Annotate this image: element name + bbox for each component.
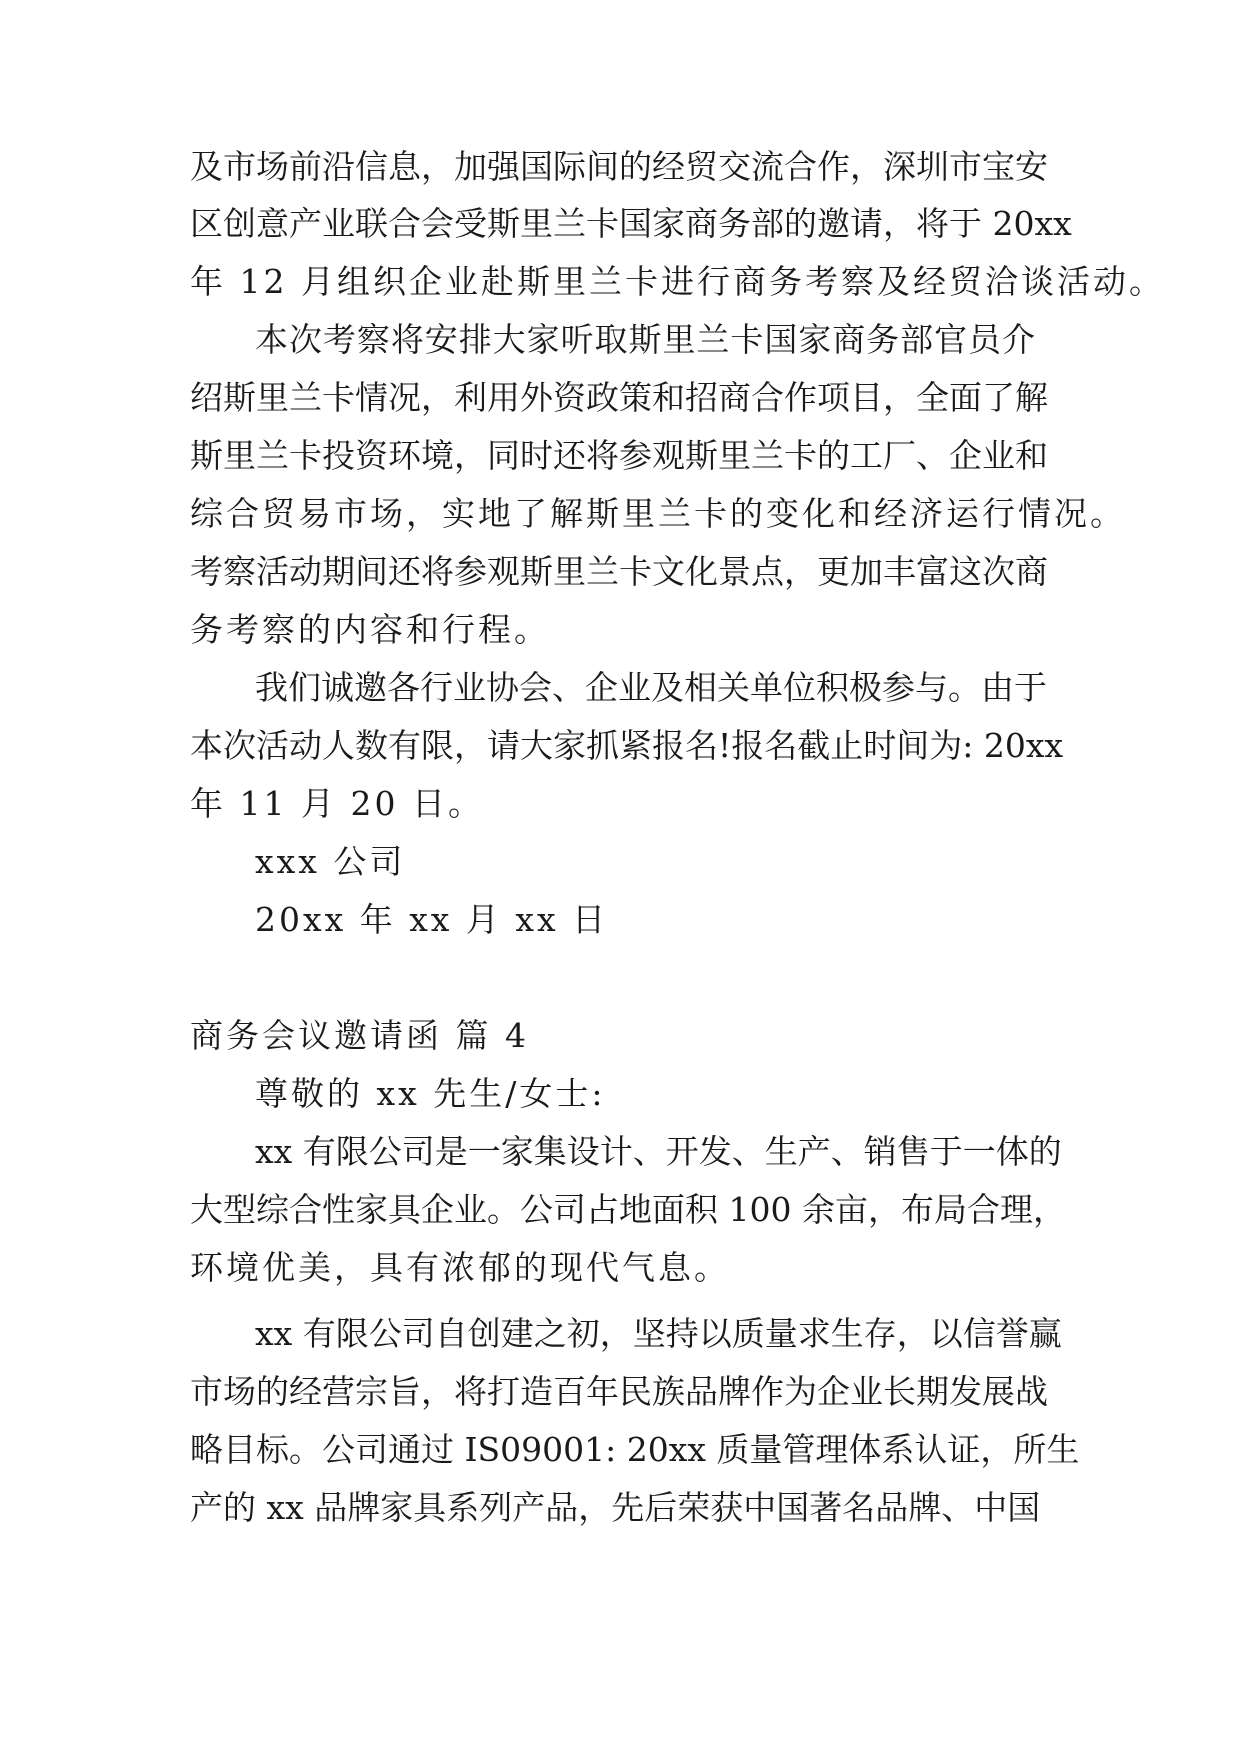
paragraph-line: 市场的经营宗旨，将打造百年民族品牌作为企业长期发展战 <box>190 1372 1048 1411</box>
salutation: 尊敬的 xx 先生/女士: <box>255 1074 606 1113</box>
paragraph-line: 考察活动期间还将参观斯里兰卡文化景点，更加丰富这次商 <box>190 552 1048 591</box>
paragraph-line: xx 有限公司是一家集设计、开发、生产、销售于一体的 <box>255 1132 1062 1171</box>
paragraph-line: 及市场前沿信息，加强国际间的经贸交流合作，深圳市宝安 <box>190 147 1048 186</box>
paragraph-line: xx 有限公司自创建之初，坚持以质量求生存，以信誉赢 <box>255 1314 1062 1353</box>
paragraph-line: 综合贸易市场，实地了解斯里兰卡的变化和经济运行情况。 <box>190 494 1126 533</box>
paragraph-line: 环境优美，具有浓郁的现代气息。 <box>190 1248 730 1287</box>
paragraph-line: 年 11 月 20 日。 <box>190 784 484 823</box>
paragraph-line: 区创意产业联合会受斯里兰卡国家商务部的邀请，将于 20xx <box>190 204 1072 243</box>
paragraph-line: 斯里兰卡投资环境，同时还将参观斯里兰卡的工厂、企业和 <box>190 436 1048 475</box>
section-title: 商务会议邀请函 篇 4 <box>190 1016 529 1055</box>
paragraph-line: 略目标。公司通过 IS09001: 20xx 质量管理体系认证，所生 <box>190 1430 1080 1469</box>
paragraph-line: 我们诚邀各行业协会、企业及相关单位积极参与。由于 <box>255 668 1047 707</box>
paragraph-line: 大型综合性家具企业。公司占地面积 100 余亩，布局合理， <box>190 1190 1066 1229</box>
signature-date: 20xx 年 xx 月 xx 日 <box>255 900 609 939</box>
paragraph-line: 本次活动人数有限，请大家抓紧报名!报名截止时间为: 20xx <box>190 726 1064 765</box>
paragraph-line: 产的 xx 品牌家具系列产品，先后荣获中国著名品牌、中国 <box>190 1488 1041 1527</box>
signature-company: xxx 公司 <box>255 842 406 881</box>
paragraph-line: 本次考察将安排大家听取斯里兰卡国家商务部官员介 <box>255 320 1035 359</box>
paragraph-line: 年 12 月组织企业赴斯里兰卡进行商务考察及经贸洽谈活动。 <box>190 262 1165 301</box>
paragraph-line: 绍斯里兰卡情况，利用外资政策和招商合作项目，全面了解 <box>190 378 1048 417</box>
paragraph-line: 务考察的内容和行程。 <box>190 610 550 649</box>
